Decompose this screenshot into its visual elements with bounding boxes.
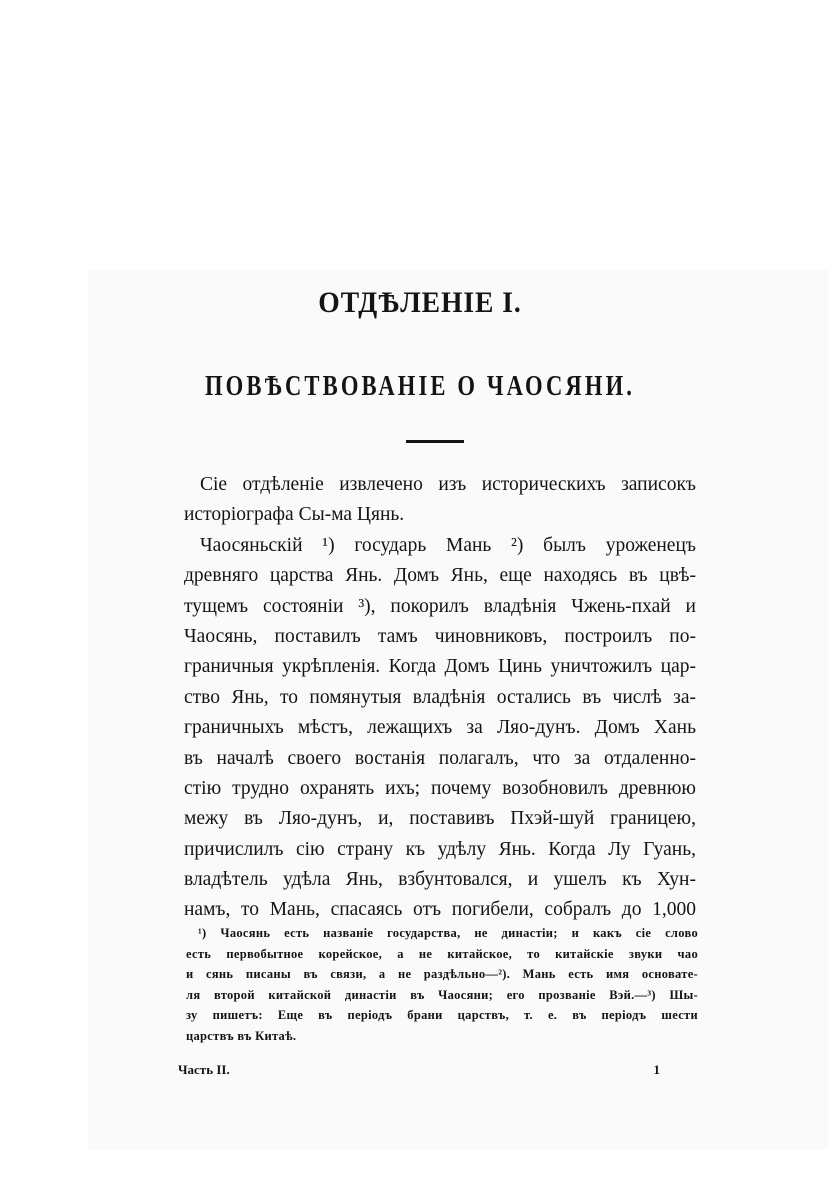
signature-mark: Часть II. (178, 1062, 230, 1077)
body-text (184, 470, 696, 926)
body-line: Чаосянь, поставилъ тамъ чиновниковъ, построилъ по- (184, 625, 696, 647)
footnotes (186, 923, 698, 1047)
body-line: Чаосяньскій ¹) государь Мань ²) былъ уроженецъ (200, 534, 696, 556)
body-line: граничныя укрѣпленія. Когда Домъ Цинь уничтожилъ цар- (184, 656, 696, 678)
footnote-line: ля второй китайской династіи въ Чаосяни; его прозваніе Вэй.—³) Шы- (186, 987, 698, 1002)
footnote-line: есть первобытное корейское, а не китайское, то китайскіе звуки чао (186, 946, 698, 961)
body-line: граничныхъ мѣстъ, лежащихъ за Ляо-дунъ. Домъ Хань (184, 717, 696, 739)
body-line: владѣтель удѣла Янь, взбунтовался, и ушелъ къ Хун- (184, 869, 696, 891)
body-line: намъ, то Мань, спасаясь отъ погибели, собралъ до 1,000 (184, 899, 696, 921)
footnote-line: зу пишетъ: Еще въ періодъ брани царствъ, т. е. въ періодъ шести (186, 1008, 698, 1023)
body-line: стію трудно охранять ихъ; почему возобновилъ древнюю (184, 777, 696, 799)
page-number: 1 (653, 1062, 660, 1077)
body-line: Сіе отдѣленіе извлечено изъ историческихъ записокъ (200, 474, 696, 495)
body-line: исторіографа Сы-ма Цянь. (184, 504, 405, 526)
title-divider (406, 440, 464, 443)
chapter-title: ПОВѢСТВОВАНІЕ О ЧАОСЯНИ. (204, 370, 636, 402)
footnote-line: царствъ въ Китаѣ. (186, 1028, 297, 1043)
body-line: ство Янь, то помянутыя владѣнія остались въ числѣ за- (184, 686, 696, 708)
body-line: древняго царства Янь. Домъ Янь, еще находясь въ цвѣ- (184, 565, 696, 587)
section-heading: ОТДѢЛЕНІЕ I. (318, 286, 522, 319)
footnote-line: и сянь писаны въ связи, а не раздѣльно—²). Мань есть имя основате- (186, 967, 698, 982)
body-line: въ началѣ своего востанія полагалъ, что за отдаленно- (184, 747, 696, 769)
body-line: причислилъ сію страну къ удѣлу Янь. Когда Лу Гуань, (184, 838, 696, 860)
footnote-line: ¹) Чаосянь есть названіе государства, не династіи; и какъ сіе слово (198, 926, 698, 940)
body-line: межу въ Ляо-дунъ, и, поставивъ Пхэй-шуй границею, (184, 808, 696, 830)
body-line: тущемъ состояніи ³), покорилъ владѣнія Чжень-пхай и (184, 595, 696, 617)
